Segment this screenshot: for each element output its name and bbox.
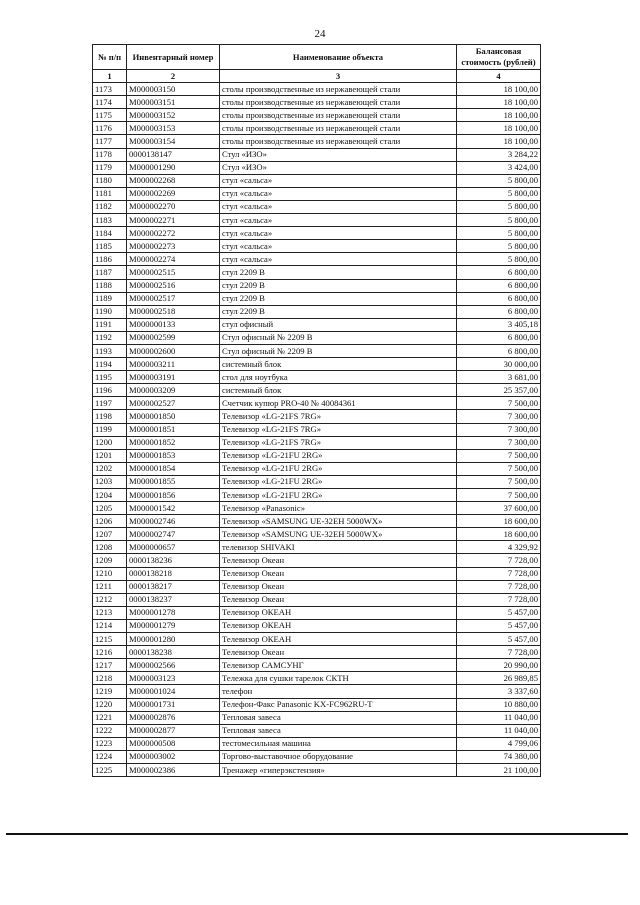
table-row [93, 724, 541, 737]
row-number: 1208 [93, 541, 127, 554]
row-number: 1224 [93, 750, 127, 763]
balance-cost: 74 380,00 [457, 750, 541, 763]
inventory-table [92, 44, 541, 777]
balance-cost: 7 728,00 [457, 554, 541, 567]
inventory-number: 0000138147 [127, 148, 220, 161]
object-name: стул «сальса» [220, 240, 457, 253]
inventory-number: М000001855 [127, 475, 220, 488]
row-number: 1217 [93, 659, 127, 672]
inventory-number: М000003154 [127, 135, 220, 148]
object-name: Телефон-Факс Panasonic KX-FC962RU-T [220, 698, 457, 711]
object-name: стол для ноутбука [220, 371, 457, 384]
row-number: 1207 [93, 528, 127, 541]
balance-cost: 20 990,00 [457, 659, 541, 672]
inventory-number: М000002270 [127, 200, 220, 213]
row-number: 1210 [93, 567, 127, 580]
header-object-name: Наименование объекта [220, 45, 457, 70]
object-name: Телевизор «LG-21FU 2RG» [220, 462, 457, 475]
table-row [93, 227, 541, 240]
object-name: Телевизор ОКЕАН [220, 633, 457, 646]
balance-cost: 5 800,00 [457, 214, 541, 227]
bottom-divider [6, 833, 628, 835]
inventory-number: М000002268 [127, 174, 220, 187]
balance-cost: 26 989,85 [457, 672, 541, 685]
balance-cost: 7 728,00 [457, 593, 541, 606]
object-name: Тележка для сушки тарелок СКТН [220, 672, 457, 685]
inventory-number: М000001854 [127, 462, 220, 475]
inventory-number: 0000138238 [127, 646, 220, 659]
balance-cost: 7 300,00 [457, 410, 541, 423]
row-number: 1191 [93, 318, 127, 331]
table-row [93, 423, 541, 436]
inventory-number: М000001290 [127, 161, 220, 174]
row-number: 1212 [93, 593, 127, 606]
row-number: 1223 [93, 737, 127, 750]
row-number: 1196 [93, 384, 127, 397]
object-name: Стул офисный № 2209 В [220, 344, 457, 357]
row-number: 1184 [93, 227, 127, 240]
column-number: 3 [220, 70, 457, 83]
balance-cost: 37 600,00 [457, 502, 541, 515]
balance-cost: 7 728,00 [457, 580, 541, 593]
table-row [93, 711, 541, 724]
table-row [93, 750, 541, 763]
inventory-number: М000002274 [127, 253, 220, 266]
row-number: 1179 [93, 161, 127, 174]
balance-cost: 5 800,00 [457, 253, 541, 266]
inventory-number: 0000138237 [127, 593, 220, 606]
table-row [93, 358, 541, 371]
object-name: стул 2209 В [220, 279, 457, 292]
row-number: 1206 [93, 515, 127, 528]
object-name: стул 2209 В [220, 266, 457, 279]
row-number: 1180 [93, 174, 127, 187]
row-number: 1204 [93, 489, 127, 502]
table-row [93, 410, 541, 423]
column-number: 1 [93, 70, 127, 83]
inventory-number: М000002386 [127, 763, 220, 776]
column-number: 4 [457, 70, 541, 83]
table-row [93, 502, 541, 515]
inventory-number: М000001856 [127, 489, 220, 502]
inventory-number: М000003209 [127, 384, 220, 397]
table-row [93, 528, 541, 541]
row-number: 1198 [93, 410, 127, 423]
column-number-row [93, 70, 541, 83]
balance-cost: 4 799,06 [457, 737, 541, 750]
balance-cost: 6 800,00 [457, 279, 541, 292]
row-number: 1219 [93, 685, 127, 698]
object-name: стул «сальса» [220, 214, 457, 227]
inventory-number: М000002746 [127, 515, 220, 528]
balance-cost: 5 457,00 [457, 633, 541, 646]
row-number: 1205 [93, 502, 127, 515]
balance-cost: 6 800,00 [457, 292, 541, 305]
balance-cost: 21 100,00 [457, 763, 541, 776]
balance-cost: 7 300,00 [457, 423, 541, 436]
object-name: стул 2209 В [220, 292, 457, 305]
object-name: Телевизор САМСУНГ [220, 659, 457, 672]
balance-cost: 3 424,00 [457, 161, 541, 174]
row-number: 1225 [93, 763, 127, 776]
object-name: Тренажер «гиперэкстензия» [220, 763, 457, 776]
object-name: телевизор SHIVAKI [220, 541, 457, 554]
row-number: 1215 [93, 633, 127, 646]
row-number: 1175 [93, 109, 127, 122]
object-name: стул «сальса» [220, 174, 457, 187]
balance-cost: 5 800,00 [457, 240, 541, 253]
balance-cost: 7 300,00 [457, 436, 541, 449]
inventory-number: М000002518 [127, 305, 220, 318]
object-name: Стул офисный № 2209 В [220, 331, 457, 344]
row-number: 1209 [93, 554, 127, 567]
inventory-number: М000002269 [127, 187, 220, 200]
balance-cost: 18 100,00 [457, 109, 541, 122]
row-number: 1197 [93, 397, 127, 410]
object-name: столы производственные из нержавеющей стали [220, 135, 457, 148]
object-name: тестомесильная машина [220, 737, 457, 750]
object-name: Телевизор Океан [220, 593, 457, 606]
row-number: 1203 [93, 475, 127, 488]
inventory-number: М000002271 [127, 214, 220, 227]
balance-cost: 5 800,00 [457, 227, 541, 240]
row-number: 1192 [93, 331, 127, 344]
balance-cost: 7 500,00 [457, 462, 541, 475]
object-name: Телевизор «LG-21FS 7RG» [220, 436, 457, 449]
balance-cost: 11 040,00 [457, 711, 541, 724]
balance-cost: 7 500,00 [457, 397, 541, 410]
table-row [93, 737, 541, 750]
object-name: столы производственные из нержавеющей стали [220, 109, 457, 122]
table-row [93, 371, 541, 384]
object-name: Телевизор «SAMSUNG UE-32EH 5000WX» [220, 515, 457, 528]
table-row [93, 541, 541, 554]
balance-cost: 10 880,00 [457, 698, 541, 711]
inventory-number: М000002515 [127, 266, 220, 279]
inventory-number: М000002527 [127, 397, 220, 410]
inventory-number: 0000138218 [127, 567, 220, 580]
table-row [93, 659, 541, 672]
object-name: системный блок [220, 384, 457, 397]
object-name: Торгово-выставочное оборудование [220, 750, 457, 763]
table-row [93, 344, 541, 357]
table-row [93, 200, 541, 213]
balance-cost: 3 681,00 [457, 371, 541, 384]
object-name: Телевизор Океан [220, 567, 457, 580]
row-number: 1189 [93, 292, 127, 305]
row-number: 1201 [93, 449, 127, 462]
inventory-number: М000002600 [127, 344, 220, 357]
row-number: 1178 [93, 148, 127, 161]
inventory-number: М000002599 [127, 331, 220, 344]
inventory-number: М000001731 [127, 698, 220, 711]
row-number: 1177 [93, 135, 127, 148]
balance-cost: 6 800,00 [457, 266, 541, 279]
object-name: Стул «ИЗО» [220, 161, 457, 174]
inventory-number: М000003191 [127, 371, 220, 384]
row-number: 1194 [93, 358, 127, 371]
object-name: Стул «ИЗО» [220, 148, 457, 161]
object-name: стул 2209 В [220, 305, 457, 318]
balance-cost: 6 800,00 [457, 344, 541, 357]
row-number: 1200 [93, 436, 127, 449]
inventory-number: М000000657 [127, 541, 220, 554]
object-name: стул офисный [220, 318, 457, 331]
inventory-number: М000003152 [127, 109, 220, 122]
row-number: 1173 [93, 83, 127, 96]
row-number: 1183 [93, 214, 127, 227]
balance-cost: 3 405,18 [457, 318, 541, 331]
inventory-number: М000003211 [127, 358, 220, 371]
row-number: 1216 [93, 646, 127, 659]
object-name: Телевизор «LG-21FU 2RG» [220, 449, 457, 462]
balance-cost: 18 600,00 [457, 515, 541, 528]
row-number: 1202 [93, 462, 127, 475]
table-row [93, 633, 541, 646]
inventory-number: М000002876 [127, 711, 220, 724]
table-row [93, 109, 541, 122]
row-number: 1186 [93, 253, 127, 266]
inventory-number: М000002273 [127, 240, 220, 253]
object-name: Телевизор «LG-21FS 7RG» [220, 410, 457, 423]
balance-cost: 18 100,00 [457, 135, 541, 148]
row-number: 1181 [93, 187, 127, 200]
header-balance-cost: Балансовая стоимость (рублей) [457, 45, 541, 70]
row-number: 1187 [93, 266, 127, 279]
table-row [93, 305, 541, 318]
page-number: 24 [314, 28, 326, 40]
object-name: столы производственные из нержавеющей стали [220, 96, 457, 109]
object-name: Телевизор «SAMSUNG UE-32EH 5000WX» [220, 528, 457, 541]
table-row [93, 619, 541, 632]
inventory-number: М000002517 [127, 292, 220, 305]
object-name: Тепловая завеса [220, 724, 457, 737]
table-row [93, 489, 541, 502]
object-name: Телевизор «LG-21FS 7RG» [220, 423, 457, 436]
inventory-number: М000001278 [127, 606, 220, 619]
table-row [93, 174, 541, 187]
object-name: столы производственные из нержавеющей стали [220, 122, 457, 135]
inventory-number: М000001853 [127, 449, 220, 462]
object-name: телефон [220, 685, 457, 698]
inventory-number: М000003123 [127, 672, 220, 685]
balance-cost: 5 800,00 [457, 200, 541, 213]
object-name: Телевизор Океан [220, 554, 457, 567]
balance-cost: 6 800,00 [457, 305, 541, 318]
inventory-number: М000001542 [127, 502, 220, 515]
inventory-number: М000001851 [127, 423, 220, 436]
table-row [93, 83, 541, 96]
object-name: Телевизор ОКЕАН [220, 606, 457, 619]
balance-cost: 6 800,00 [457, 331, 541, 344]
table-row [93, 449, 541, 462]
inventory-number: М000002747 [127, 528, 220, 541]
table-row [93, 122, 541, 135]
balance-cost: 30 000,00 [457, 358, 541, 371]
object-name: Телевизор Океан [220, 580, 457, 593]
object-name: Телевизор «LG-21FU 2RG» [220, 475, 457, 488]
header-inventory-number: Инвентарный номер [127, 45, 220, 70]
inventory-number: М000002516 [127, 279, 220, 292]
row-number: 1190 [93, 305, 127, 318]
row-number: 1214 [93, 619, 127, 632]
table-row [93, 593, 541, 606]
inventory-number: М000003002 [127, 750, 220, 763]
object-name: стул «сальса» [220, 227, 457, 240]
table-row [93, 161, 541, 174]
table-row [93, 292, 541, 305]
inventory-number: М000002877 [127, 724, 220, 737]
table-row [93, 567, 541, 580]
balance-cost: 7 500,00 [457, 449, 541, 462]
inventory-number: М000000508 [127, 737, 220, 750]
table-row [93, 685, 541, 698]
table-row [93, 266, 541, 279]
inventory-number: М000000133 [127, 318, 220, 331]
table-header-row [93, 45, 541, 70]
inventory-number: М000003151 [127, 96, 220, 109]
balance-cost: 25 357,00 [457, 384, 541, 397]
table-row [93, 698, 541, 711]
table-row [93, 462, 541, 475]
balance-cost: 18 600,00 [457, 528, 541, 541]
row-number: 1185 [93, 240, 127, 253]
balance-cost: 11 040,00 [457, 724, 541, 737]
row-number: 1176 [93, 122, 127, 135]
object-name: Телевизор «LG-21FU 2RG» [220, 489, 457, 502]
table-row [93, 253, 541, 266]
object-name: стул «сальса» [220, 200, 457, 213]
table-row [93, 475, 541, 488]
balance-cost: 18 100,00 [457, 83, 541, 96]
table-row [93, 515, 541, 528]
table-row [93, 554, 541, 567]
object-name: Телевизор ОКЕАН [220, 619, 457, 632]
header-number: № п/п [93, 45, 127, 70]
table-row [93, 135, 541, 148]
inventory-number: М000002566 [127, 659, 220, 672]
table-row [93, 279, 541, 292]
balance-cost: 18 100,00 [457, 96, 541, 109]
table-row [93, 318, 541, 331]
inventory-number: М000003153 [127, 122, 220, 135]
row-number: 1195 [93, 371, 127, 384]
balance-cost: 7 728,00 [457, 567, 541, 580]
row-number: 1221 [93, 711, 127, 724]
balance-cost: 7 500,00 [457, 475, 541, 488]
table-row [93, 606, 541, 619]
balance-cost: 7 500,00 [457, 489, 541, 502]
balance-cost: 3 284,22 [457, 148, 541, 161]
table-body [93, 83, 541, 777]
row-number: 1188 [93, 279, 127, 292]
balance-cost: 5 457,00 [457, 606, 541, 619]
balance-cost: 5 800,00 [457, 187, 541, 200]
row-number: 1174 [93, 96, 127, 109]
table-row [93, 240, 541, 253]
row-number: 1220 [93, 698, 127, 711]
balance-cost: 7 728,00 [457, 646, 541, 659]
table-row [93, 580, 541, 593]
inventory-number: М000001852 [127, 436, 220, 449]
row-number: 1211 [93, 580, 127, 593]
inventory-number: 0000138236 [127, 554, 220, 567]
inventory-number: М000001279 [127, 619, 220, 632]
table-row [93, 672, 541, 685]
table-row [93, 646, 541, 659]
object-name: Счетчик купюр PRO-40 № 40084361 [220, 397, 457, 410]
row-number: 1222 [93, 724, 127, 737]
table-row [93, 148, 541, 161]
balance-cost: 5 800,00 [457, 174, 541, 187]
table-row [93, 214, 541, 227]
table-row [93, 763, 541, 776]
object-name: Тепловая завеса [220, 711, 457, 724]
row-number: 1213 [93, 606, 127, 619]
row-number: 1193 [93, 344, 127, 357]
row-number: 1218 [93, 672, 127, 685]
table-row [93, 384, 541, 397]
table-row [93, 397, 541, 410]
object-name: стул «сальса» [220, 187, 457, 200]
object-name: системный блок [220, 358, 457, 371]
row-number: 1182 [93, 200, 127, 213]
table-row [93, 96, 541, 109]
balance-cost: 18 100,00 [457, 122, 541, 135]
balance-cost: 3 337,60 [457, 685, 541, 698]
row-number: 1199 [93, 423, 127, 436]
inventory-number: М000002272 [127, 227, 220, 240]
balance-cost: 5 457,00 [457, 619, 541, 632]
inventory-number: М000001280 [127, 633, 220, 646]
object-name: Телевизор «Panasonic» [220, 502, 457, 515]
object-name: стул «сальса» [220, 253, 457, 266]
column-number: 2 [127, 70, 220, 83]
table-row [93, 331, 541, 344]
inventory-number: М000001850 [127, 410, 220, 423]
table-row [93, 436, 541, 449]
inventory-number: 0000138217 [127, 580, 220, 593]
inventory-number: М000001024 [127, 685, 220, 698]
object-name: столы производственные из нержавеющей стали [220, 83, 457, 96]
inventory-number: М000003150 [127, 83, 220, 96]
object-name: Телевизор Океан [220, 646, 457, 659]
table-row [93, 187, 541, 200]
balance-cost: 4 329,92 [457, 541, 541, 554]
